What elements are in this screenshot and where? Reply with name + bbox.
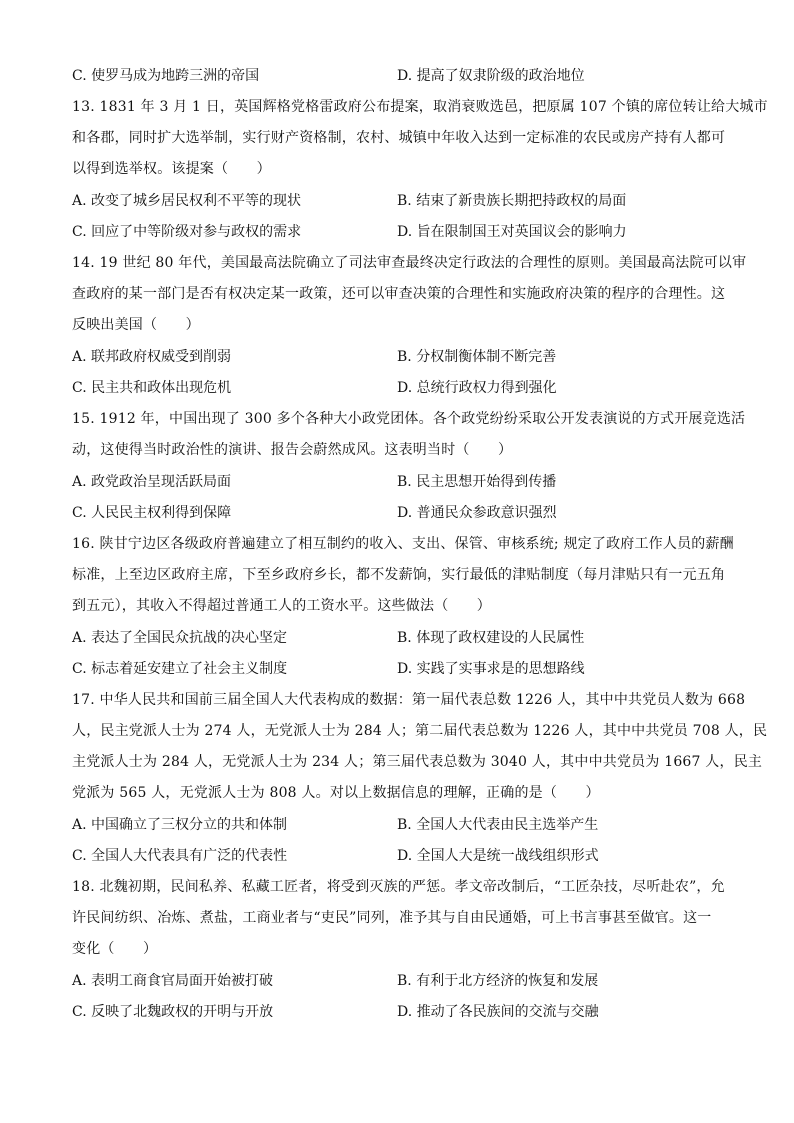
q17-stem-line-3: 主党派人士为 284 人，无党派人士为 234 人；第三届代表总数为 3040 人，其中中共党员为 1667 人，民主 [72,754,763,770]
q13-stem-line-2: 和各郡，同时扩大选举制，实行财产资格制，农村、城镇中年收入达到一定标准的农民或房产持有人都可 [72,130,726,146]
q17-stem-line-4: 党派为 565 人，无党派人士为 808 人。对以上数据信息的理解，正确的是（ ） [72,785,600,801]
q17-option-d[interactable]: D. 全国人大是统一战线组织形式 [397,848,599,864]
q18-option-d[interactable]: D. 推动了各民族间的交流与交融 [397,1004,599,1020]
q15-option-a[interactable]: A. 政党政治呈现活跃局面 [72,474,232,490]
q15-option-c[interactable]: C. 人民民主权利得到保障 [72,505,232,521]
q13-stem-line-1: 13. 1831 年 3 月 1 日，英国辉格党格雷政府公布提案，取消衰败选邑，把原属 107 个镇的席位转让给大城市 [72,99,768,115]
q14-option-c[interactable]: C. 民主共和政体出现危机 [72,380,232,396]
q14-option-b[interactable]: B. 分权制衡体制不断完善 [397,349,557,365]
q15-option-b[interactable]: B. 民主思想开始得到传播 [397,474,557,490]
q18-option-b[interactable]: B. 有利于北方经济的恢复和发展 [397,973,599,989]
q14-stem-line-3: 反映出美国（ ） [72,317,200,333]
q16-option-c[interactable]: C. 标志着延安建立了社会主义制度 [72,661,288,677]
q17-option-b[interactable]: B. 全国人大代表由民主选举产生 [397,817,599,833]
q17-option-a[interactable]: A. 中国确立了三权分立的共和体制 [72,817,288,833]
q13-option-b[interactable]: B. 结束了新贵族长期把持政权的局面 [397,193,627,209]
q12-option-d[interactable]: D. 提高了奴隶阶级的政治地位 [397,68,585,84]
q13-option-d[interactable]: D. 旨在限制国王对英国议会的影响力 [397,224,627,240]
q16-option-d[interactable]: D. 实践了实事求是的思想路线 [397,661,585,677]
q18-option-c[interactable]: C. 反映了北魏政权的开明与开放 [72,1004,274,1020]
q18-stem-line-3: 变化（ ） [72,941,158,957]
q16-option-a[interactable]: A. 表达了全国民众抗战的决心坚定 [72,630,288,646]
q17-stem-line-2: 人，民主党派人士为 274 人，无党派人士为 284 人；第二届代表总数为 1226 人，其中中共党员 708 人，民 [72,723,768,739]
q17-stem-line-1: 17. 中华人民共和国前三届全国人大代表构成的数据：第一届代表总数 1226 人，其中中共党员人数为 668 [72,692,746,708]
q15-stem-line-2: 动，这使得当时政治性的演讲、报告会蔚然成风。这表明当时（ ） [72,442,513,458]
q18-stem-line-2: 许民间纺织、冶炼、煮盐，工商业者与“吏民”同列，准予其与自由民通婚，可上书言事甚至做官。这一 [72,910,712,926]
q18-option-a[interactable]: A. 表明工商食官局面开始被打破 [72,973,274,989]
q13-stem-line-3: 以得到选举权。该提案（ ） [72,161,271,177]
q12-option-c[interactable]: C. 使罗马成为地跨三洲的帝国 [72,68,260,84]
q14-stem-line-2: 查政府的某一部门是否有权决定某一政策，还可以审查决策的合理性和实施政府决策的程序的合理性。这 [72,286,726,302]
q14-stem-line-1: 14. 19 世纪 80 年代，美国最高法院确立了司法审查最终决定行政法的合理性的原则。美国最高法院可以审 [72,255,747,271]
q14-option-a[interactable]: A. 联邦政府权威受到削弱 [72,349,232,365]
q15-stem-line-1: 15. 1912 年，中国出现了 300 多个各种大小政党团体。各个政党纷纷采取公开发表演说的方式开展竞选活 [72,411,746,427]
q15-option-d[interactable]: D. 普通民众参政意识强烈 [397,505,557,521]
q17-option-c[interactable]: C. 全国人大代表具有广泛的代表性 [72,848,288,864]
q16-stem-line-3: 到五元），其收入不得超过普通工人的工资水平。这些做法（ ） [72,598,491,614]
q13-option-c[interactable]: C. 回应了中等阶级对参与政权的需求 [72,224,302,240]
q16-stem-line-1: 16. 陕甘宁边区各级政府普遍建立了相互制约的收入、支出、保管、审核系统; 规定了政府工作人员的薪酬 [72,536,734,552]
q16-option-b[interactable]: B. 体现了政权建设的人民属性 [397,630,585,646]
q13-option-a[interactable]: A. 改变了城乡居民权利不平等的现状 [72,193,302,209]
q16-stem-line-2: 标准，上至边区政府主席，下至乡政府乡长，都不发薪饷，实行最低的津贴制度（每月津贴只有一元五角 [72,567,726,583]
q18-stem-line-1: 18. 北魏初期，民间私养、私藏工匠者，将受到灭族的严惩。孝文帝改制后，“工匠杂技，尽听赴农”，允 [72,879,725,895]
q14-option-d[interactable]: D. 总统行政权力得到强化 [397,380,557,396]
